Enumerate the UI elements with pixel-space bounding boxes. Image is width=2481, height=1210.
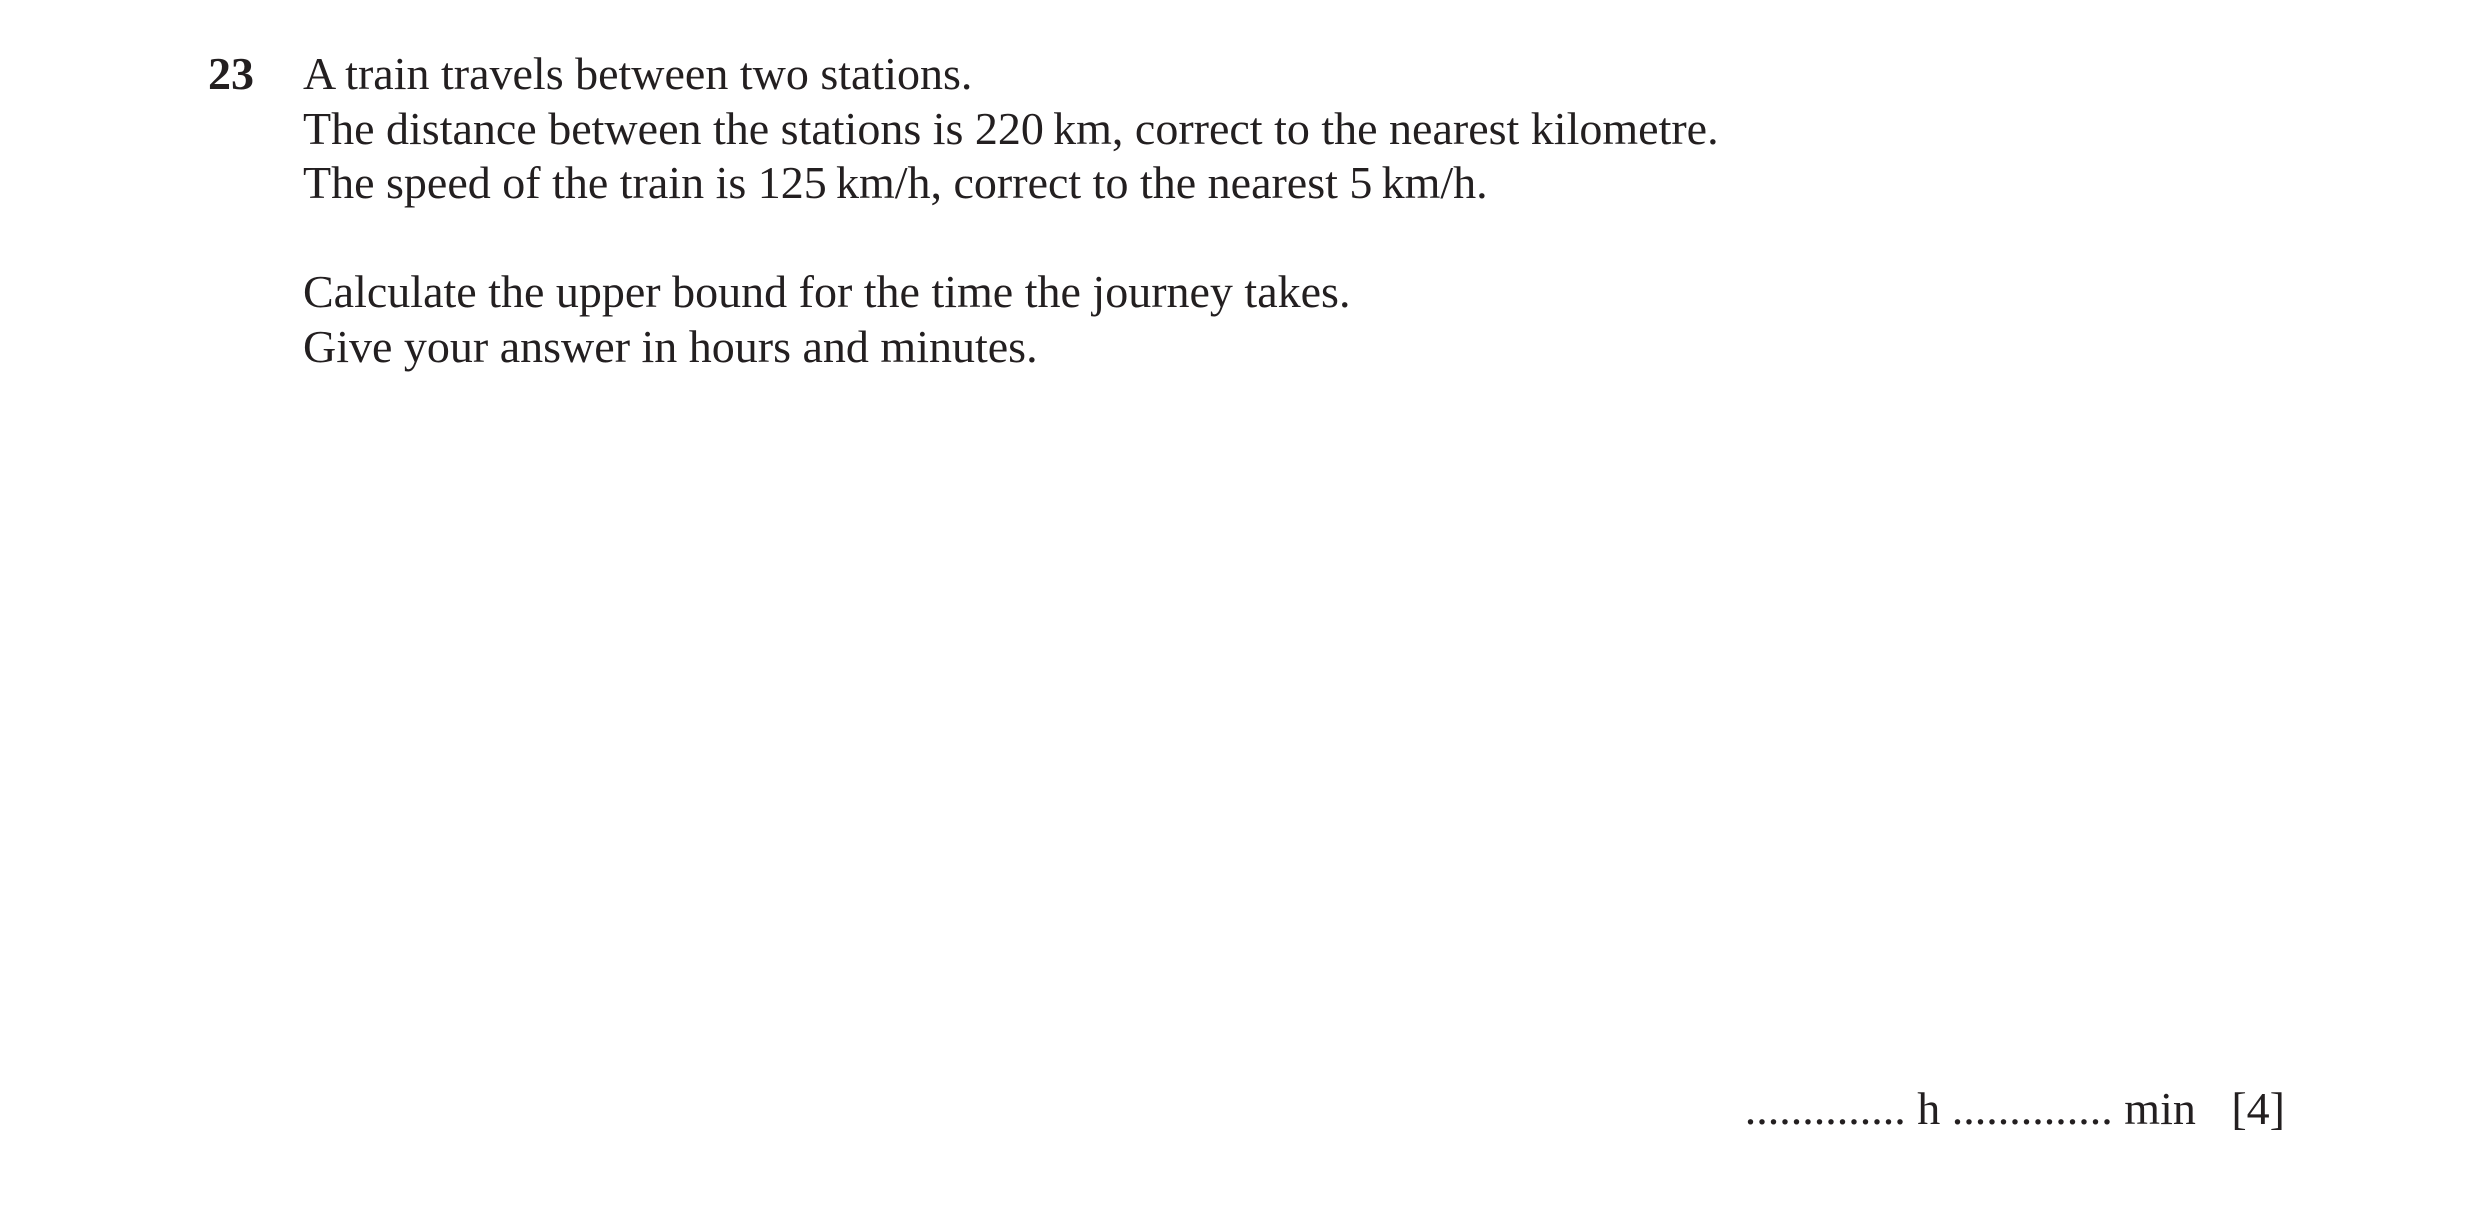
question-line-2: The distance between the stations is 220 km, correct to the nearest kilometre. — [303, 102, 1719, 154]
instruction-line-1: Calculate the upper bound for the time the journey takes. — [303, 266, 1351, 317]
marks-allocation: [4] — [2231, 1083, 2285, 1134]
minutes-unit: min — [2124, 1083, 2196, 1134]
answer-line — [1745, 1082, 2285, 1136]
paragraph-gap — [303, 211, 1719, 266]
question-line-1: A train travels between two stations. — [303, 48, 973, 99]
question-number: 23 — [208, 48, 254, 99]
minutes-answer-blank[interactable]: .............. — [1951, 1083, 2113, 1134]
question-line-3: The speed of the train is 125 km/h, correct to the nearest 5 km/h. — [303, 157, 1488, 208]
hours-answer-blank[interactable]: .............. — [1744, 1083, 1906, 1134]
hours-unit: h — [1917, 1083, 1941, 1134]
instruction-line-2: Give your answer in hours and minutes. — [303, 320, 1038, 372]
question-body — [303, 47, 1719, 374]
